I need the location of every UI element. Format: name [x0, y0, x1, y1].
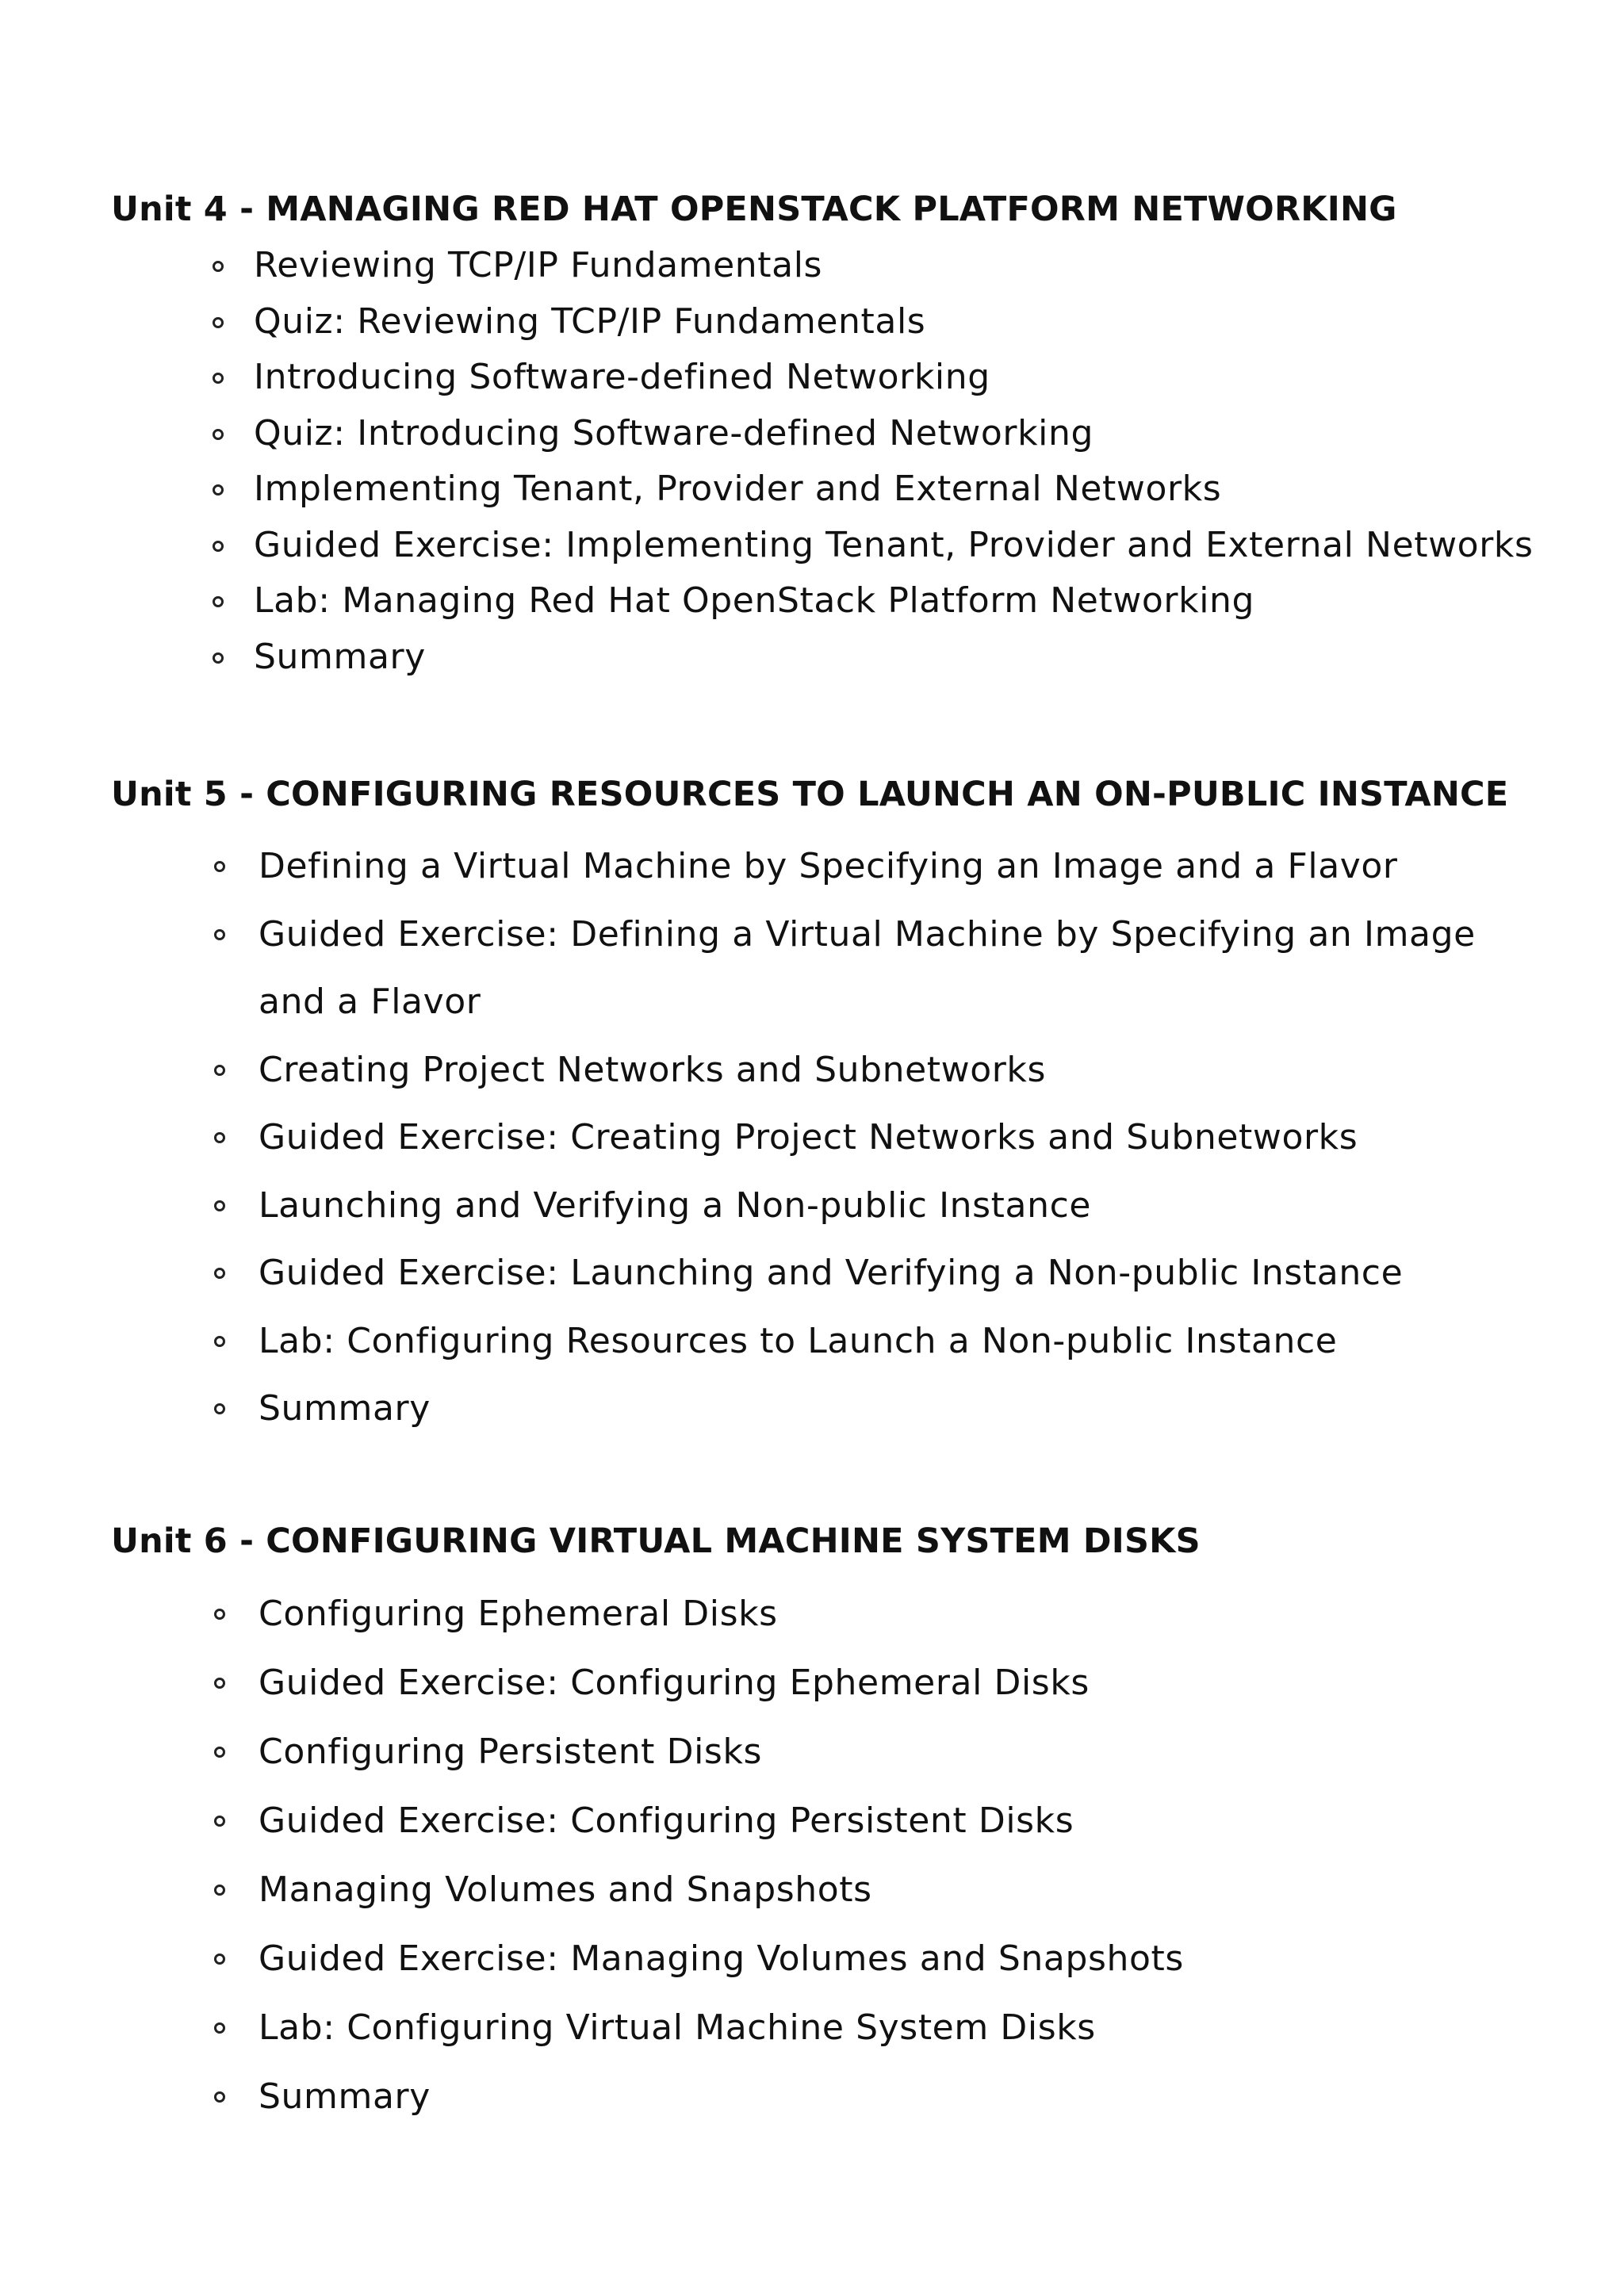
unit-4-topic-list [111, 238, 1586, 685]
list-item-continuation [214, 968, 1586, 1036]
topic-label: Lab: Configuring Resources to Launch a Non-public Instance [259, 1320, 1338, 1361]
circle-bullet-icon [213, 596, 224, 607]
list-item [213, 294, 1586, 350]
list-item [213, 573, 1586, 629]
topic-label: Lab: Managing Red Hat OpenStack Platform Networking [254, 580, 1255, 621]
topic-label: and a Flavor [259, 982, 481, 1022]
topic-label: Introducing Software-defined Networking [254, 357, 990, 397]
circle-bullet-icon [214, 2022, 225, 2034]
topic-label: Configuring Persistent Disks [259, 1732, 763, 1772]
list-item [214, 1104, 1586, 1172]
list-item [214, 1717, 1586, 1786]
list-item [213, 238, 1586, 294]
list-item [214, 1375, 1586, 1443]
list-item [214, 1239, 1586, 1307]
circle-bullet-icon [214, 1885, 225, 1896]
topic-label: Lab: Configuring Virtual Machine System Disks [259, 2007, 1096, 2048]
unit-5-heading: Unit 5 - CONFIGURING RESOURCES TO LAUNCH AN ON-PUBLIC INSTANCE [111, 775, 1509, 814]
circle-bullet-icon [213, 652, 224, 664]
topic-label: Configuring Ephemeral Disks [259, 1594, 778, 1634]
topic-label: Guided Exercise: Launching and Verifying a Non-public Instance [259, 1253, 1404, 1293]
list-item [214, 1579, 1586, 1648]
list-item [214, 832, 1586, 901]
topic-label: Launching and Verifying a Non-public Instance [259, 1184, 1092, 1226]
list-item [214, 1648, 1586, 1717]
list-item [213, 406, 1586, 462]
list-item [214, 2062, 1586, 2131]
circle-bullet-icon [213, 261, 224, 272]
topic-label: Reviewing TCP/IP Fundamentals [254, 245, 823, 285]
topic-label: Managing Volumes and Snapshots [259, 1869, 872, 1910]
circle-bullet-icon [214, 1747, 225, 1758]
circle-bullet-icon [214, 1200, 225, 1211]
topic-label: Guided Exercise: Implementing Tenant, Provider and External Networks [254, 524, 1534, 565]
circle-bullet-icon [213, 429, 224, 440]
unit-4-section [111, 187, 1586, 685]
circle-bullet-icon [214, 1954, 225, 1965]
unit-5-topic-list [111, 832, 1586, 1443]
topic-label: Quiz: Reviewing TCP/IP Fundamentals [254, 300, 926, 342]
topic-label: Summary [259, 2076, 431, 2117]
list-item [214, 901, 1586, 969]
circle-bullet-icon [214, 929, 225, 940]
unit-6-section [111, 1519, 1586, 2131]
circle-bullet-icon [213, 541, 224, 552]
list-item [214, 1172, 1586, 1240]
circle-bullet-icon [214, 1678, 225, 1689]
topic-label: Guided Exercise: Creating Project Networks and Subnetworks [259, 1117, 1358, 1158]
topic-label: Creating Project Networks and Subnetworks [259, 1049, 1047, 1090]
circle-bullet-icon [213, 373, 224, 384]
list-item [214, 1036, 1586, 1104]
list-item [214, 1993, 1586, 2062]
list-item [214, 1307, 1586, 1376]
topic-label: Guided Exercise: Defining a Virtual Machine by Specifying an Image [259, 913, 1476, 955]
circle-bullet-icon [214, 1609, 225, 1620]
circle-bullet-icon [214, 1268, 225, 1279]
circle-bullet-icon [214, 1816, 225, 1827]
list-item [213, 518, 1586, 574]
circle-bullet-icon [214, 1336, 225, 1347]
circle-bullet-icon [213, 484, 224, 496]
circle-bullet-icon [214, 1132, 225, 1143]
topic-label: Summary [259, 1388, 431, 1429]
list-item [213, 461, 1586, 518]
list-item [214, 1924, 1586, 1993]
topic-label: Guided Exercise: Configuring Ephemeral Disks [259, 1663, 1090, 1703]
topic-label: Implementing Tenant, Provider and External Networks [254, 469, 1222, 509]
topic-label: Summary [254, 636, 426, 677]
unit-6-heading: Unit 6 - CONFIGURING VIRTUAL MACHINE SYSTEM DISKS [111, 1521, 1201, 1561]
list-item [214, 1855, 1586, 1924]
topic-label: Quiz: Introducing Software-defined Networking [254, 412, 1094, 453]
unit-5-section [111, 772, 1586, 1443]
circle-bullet-icon [214, 2091, 225, 2103]
circle-bullet-icon [213, 317, 224, 328]
list-item [214, 1786, 1586, 1855]
unit-4-heading: Unit 4 - MANAGING RED HAT OPENSTACK PLATFORM NETWORKING [111, 189, 1397, 229]
list-item [213, 629, 1586, 686]
topic-label: Defining a Virtual Machine by Specifying an Image and a Flavor [259, 846, 1398, 886]
topic-label: Guided Exercise: Managing Volumes and Snapshots [259, 1938, 1184, 1979]
circle-bullet-icon [214, 1065, 225, 1076]
circle-bullet-icon [214, 861, 225, 872]
topic-label: Guided Exercise: Configuring Persistent Disks [259, 1800, 1074, 1841]
list-item [213, 350, 1586, 406]
unit-6-topic-list [111, 1579, 1586, 2131]
circle-bullet-icon [214, 1403, 225, 1414]
